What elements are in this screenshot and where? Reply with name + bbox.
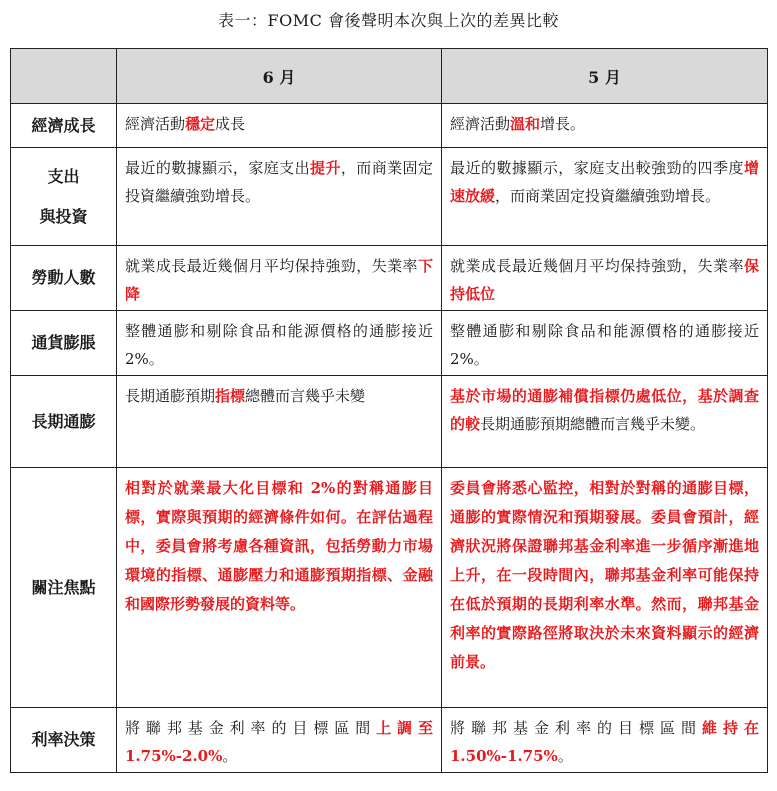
table-row [11, 148, 768, 246]
cell-text: 將聯邦基金利率的目標區間 [125, 719, 377, 737]
june-cell [117, 246, 442, 311]
highlighted-text: 下降 [125, 257, 433, 303]
highlighted-text: 保持低位 [450, 257, 759, 303]
header-corner-cell [11, 49, 117, 104]
comparison-table [10, 48, 768, 773]
cell-text: 最近的數據顯示，家庭支出較強勁的四季度 [450, 159, 744, 177]
may-cell [442, 246, 768, 311]
table-row [11, 708, 768, 773]
may-cell [442, 468, 768, 708]
june-cell [117, 708, 442, 773]
row-label-line: 與投資 [39, 206, 88, 226]
cell-text: 經濟活動 [450, 115, 511, 133]
table-row [11, 311, 768, 376]
cell-text: 增長。 [540, 115, 586, 133]
row-label-spending-investment [11, 148, 117, 246]
table-row [11, 246, 768, 311]
row-label-line: 支出 [47, 166, 80, 186]
header-row [11, 49, 768, 104]
cell-text: 經濟活動 [125, 115, 186, 133]
row-label-focus: 關注焦點 [11, 468, 117, 708]
cell-text: 。 [557, 747, 573, 765]
may-cell [442, 311, 768, 376]
may-cell [442, 148, 768, 246]
row-label-long-term-inflation: 長期通膨 [11, 376, 117, 468]
cell-text: ，而商業固定投資繼續強勁增長。 [495, 187, 721, 205]
cell-text: 就業成長最近幾個月平均保持強勁，失業率 [450, 257, 744, 275]
june-cell [117, 104, 442, 148]
row-label-economic-growth: 經濟成長 [11, 104, 117, 148]
cell-text: 整體通膨和剔除食品和能源價格的通膨接近 2%。 [125, 322, 433, 368]
cell-text: 長期通膨預期 [125, 387, 216, 405]
june-cell [117, 376, 442, 468]
june-cell [117, 468, 442, 708]
table-title: 表一：FOMC 會後聲明本次與上次的差異比較 [218, 11, 559, 30]
highlighted-text: 溫和 [510, 115, 541, 133]
may-cell [442, 708, 768, 773]
june-cell [117, 148, 442, 246]
cell-text: 成長 [215, 115, 246, 133]
highlighted-text: 穩定 [185, 115, 216, 133]
may-cell [442, 104, 768, 148]
cell-text: 。 [222, 747, 238, 765]
cell-text: 將聯邦基金利率的目標區間 [450, 719, 702, 737]
cell-text: 最近的數據顯示，家庭支出 [125, 159, 311, 177]
table-row [11, 376, 768, 468]
highlighted-text: 維持在 1.50%-1.75% [450, 719, 759, 765]
may-cell [442, 376, 768, 468]
table-row [11, 468, 768, 708]
cell-text: 就業成長最近幾個月平均保持強勁，失業率 [125, 257, 418, 275]
row-label-rate-decision: 利率決策 [11, 708, 117, 773]
column-header-may: 5 月 [442, 49, 768, 104]
highlighted-text: 相對於就業最大化目標和 2%的對稱通膨目標，實際與預期的經濟條件如何。在評估過程中，委員會將考慮各種資訊，包括勞動力市場環境的指標、通膨壓力和通膨預期指標、金融和國際形勢發展的資料等。 [125, 479, 433, 613]
highlighted-text: 增速放緩 [450, 159, 759, 205]
cell-text: 整體通膨和剔除食品和能源價格的通膨接近 2%。 [450, 322, 759, 368]
row-label-inflation: 通貨膨脹 [11, 311, 117, 376]
highlighted-text: 委員會將悉心監控，相對於對稱的通膨目標，通膨的實際情況和預期發展。委員會預計，經濟狀況將保證聯邦基金利率進一步循序漸進地上升，在一段時間內，聯邦基金利率可能保持在低於預期的長期利率水準。然而，聯邦基金利率的實際路徑將取決於未來資料顯示的經濟前景。 [450, 479, 759, 671]
row-label-labor: 勞動人數 [11, 246, 117, 311]
june-cell [117, 311, 442, 376]
highlighted-text: 上調至 1.75%-2.0% [125, 719, 433, 765]
highlighted-text: 基於市場的通膨補償指標仍處低位，基於調查的較 [450, 387, 759, 433]
highlighted-text: 指標 [215, 387, 246, 405]
highlighted-text: 提升 [310, 159, 341, 177]
column-header-june: 6 月 [117, 49, 442, 104]
cell-text: 總體而言幾乎未變 [245, 387, 366, 405]
cell-text: 長期通膨預期總體而言幾乎未變。 [480, 415, 706, 433]
cell-text: ，而商業固定投資繼續強勁增長。 [125, 159, 433, 205]
table-row [11, 104, 768, 148]
